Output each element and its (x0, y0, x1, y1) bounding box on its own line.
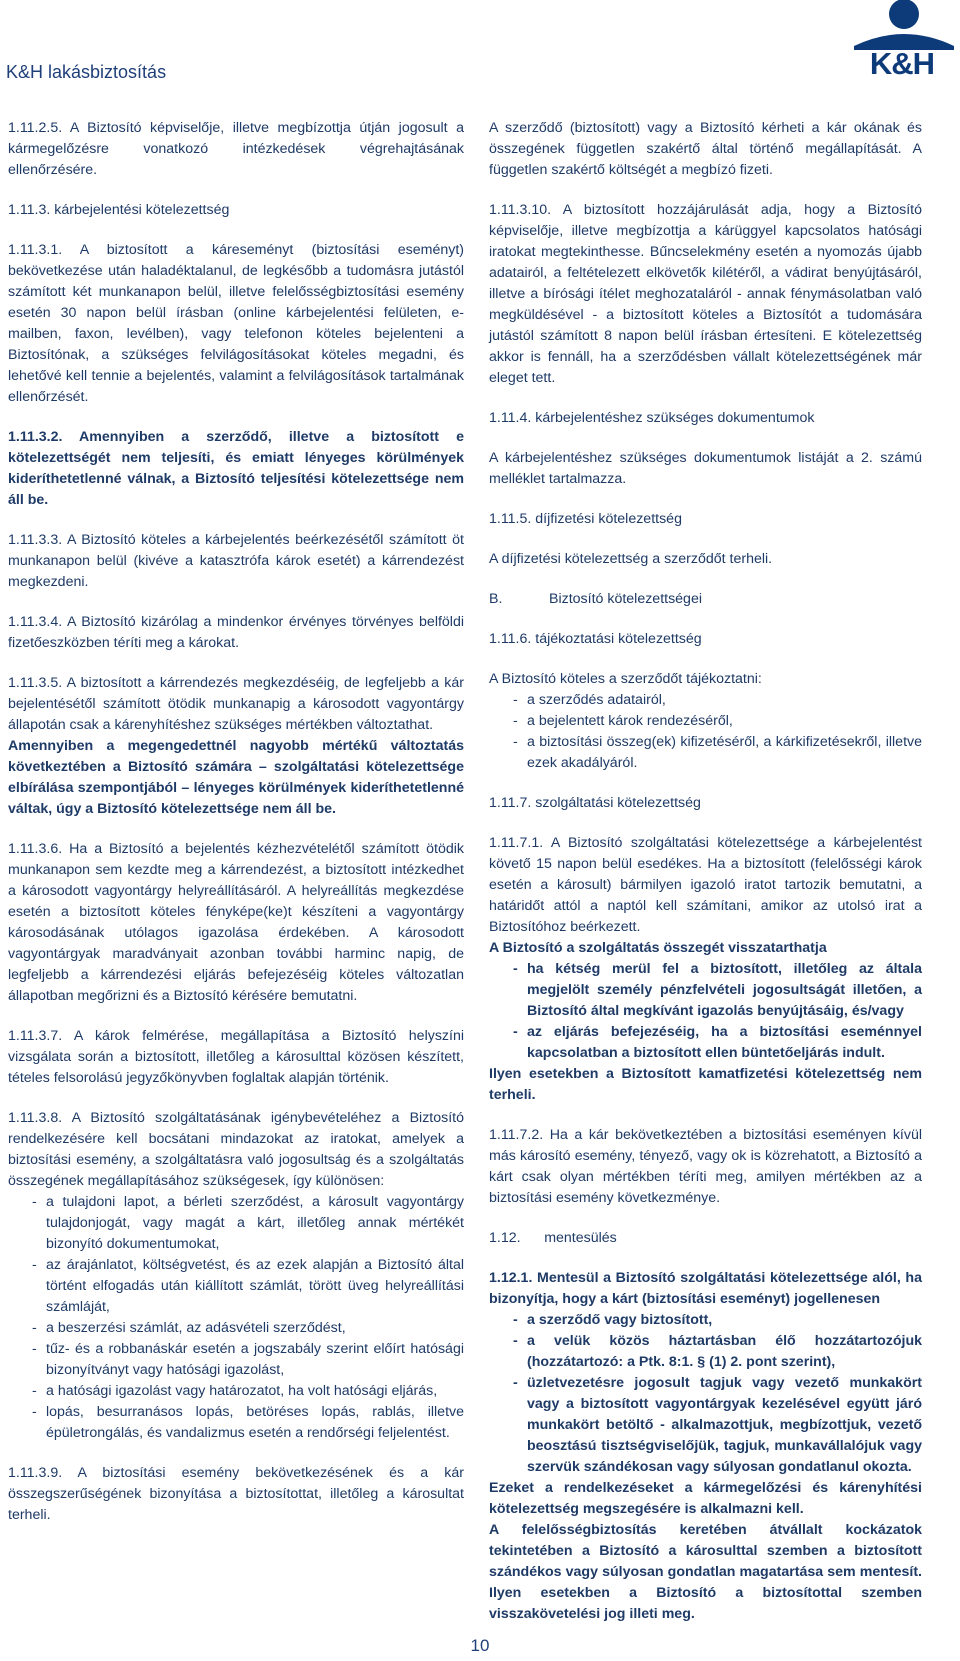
list-item: - a szerződő vagy biztosított, (513, 1312, 713, 1328)
list-item: - a tulajdoni lapot, a bérleti szerződést, a károsult vagyontárgy tulajdonjogát, vagy magát a kárt, illetőleg annak mértékét bizonyító dokumentumokat, (32, 1194, 464, 1252)
paragraph-bold: A felelősségbiztosítás keretében átvállalt kockázatok tekintetében a Biztosító a károsulttal szemben a biztosított szándékos vagy súlyosan gondatlan magatartása sem mentesít. Ilyen esetekben a Biztosító a biztosítottal szemben visszakövetelési jog illeti meg. (489, 1522, 922, 1622)
info-list (489, 690, 922, 774)
kh-logo (848, 0, 956, 86)
list-item: - ha kétség merül fel a biztosított, illetőleg az általa megjelölt személy pénzfelvételi jogosultságát illetően, a Biztosító által megkívánt igazolás benyújtásáig, és/vagy (513, 961, 922, 1019)
section-b-heading (489, 589, 922, 610)
page-number: 10 (470, 1636, 490, 1655)
paragraph: 1.11.3.8. A Biztosító szolgáltatásának igénybevételéhez a Biztosító rendelkezésére kell bocsátani mindazokat az iratokat, amelyek a biztosítási esemény, a szolgáltatásra való jogosultság és a szolgáltatás összegének megállapításához szükségesek, így különösen: (8, 1110, 464, 1189)
left-column (8, 118, 464, 1526)
list-item: - a velük közös háztartásban élő hozzátartozójuk (hozzátartozó: a Ptk. 8:1. § (1) 2. pont szerint), (513, 1333, 922, 1370)
list-item: - tűz- és a robbanáskár esetén a jogszabály szerint előírt hatósági bizonyítványt vagy hatósági igazolást, (32, 1341, 464, 1378)
paragraph: 1.11.3.3. A Biztosító köteles a kárbejelentés beérkezésétől számított öt munkanapon belül (kivéve a katasztrófa károk esetét) a kárrendezést megkezdeni. (8, 532, 464, 590)
paragraph-bold: 1.11.3.2. Amennyiben a szerződő, illetve a biztosított e kötelezettségét nem teljesíti, és emiatt lényeges körülmények kideríthetetlenné válnak, a Biztosító teljesítési kötelezettsége nem áll be. (8, 429, 464, 508)
paragraph: 1.11.3.9. A biztosítási esemény bekövetkezésének és a kár összegszerűségének bizonyítása a biztosítottat, illetőleg a károsultat terheli. (8, 1465, 464, 1523)
section-heading: 1.11.7. szolgáltatási kötelezettség (489, 795, 701, 811)
list-item: - üzletvezetésre jogosult tagjuk vagy vezető munkakört vagy a biztosított vagyontárgyak kezelésével együtt járó munkakört betöltő - alkalmazottjuk, megbízottjuk, vezető beosztású tisztségviselőjük, tagjuk, munkavállalójuk vagy szervük szándékosan vagy súlyosan gondatlanul okozta. (513, 1375, 922, 1475)
paragraph-bold: A Biztosító a szolgáltatás összegét visszatarthatja (489, 940, 827, 956)
section-heading: 1.12. mentesülés (489, 1230, 617, 1246)
exemption-list (489, 1310, 922, 1478)
paragraph: 1.11.7.2. Ha a kár bekövetkeztében a biztosítási eseményen kívül más károsító esemény, tényező, vagy ok is közrehatott, a Biztosító a kárt csak olyan mértékben téríti meg, amilyen mértékben az a biztosítási esemény következménye. (489, 1127, 922, 1206)
header-title: K&H lakásbiztosítás (6, 62, 167, 82)
document-list (8, 1192, 464, 1444)
paragraph: 1.11.3.4. A Biztosító kizárólag a mindenkor érvényes törvényes belföldi fizetőeszközben téríti meg a károkat. (8, 614, 464, 651)
list-item: - lopás, besurranásos lopás, betöréses lopás, rablás, illetve épületrongálás, és vandalizmus esetén a rendőrségi feljelentést. (32, 1404, 464, 1441)
paragraph: 1.11.2.5. A Biztosító képviselője, illetve megbízottja útján jogosult a kármegelőzésre vonatkozó intézkedések végrehajtásának ellenőrzésére. (8, 120, 464, 178)
list-item: - a bejelentett károk rendezéséről, (513, 713, 733, 729)
section-heading: 1.11.6. tájékoztatási kötelezettség (489, 631, 702, 647)
withhold-list (489, 959, 922, 1064)
paragraph: A szerződő (biztosított) vagy a Biztosító kérheti a kár okának és összegének független szakértő által történő megállapítását. A független szakértő költségét a megbízó fizeti. (489, 120, 922, 178)
paragraph: 1.11.3.1. A biztosított a káreseményt (biztosítási eseményt) bekövetkezése után haladéktalanul, de legkésőbb a tudomásra jutástól számított két munkanapon belül, illetve felelősségbiztosítási esemény esetén 30 napon belül írásban (online kárbejelentési felületen, e-mailben, faxon, levélben), vagy telefonon köteles bejelenteni a Biztosítónak, a szükséges felvilágosításokat köteles megadni, és lehetővé kell tennie a bejelentés, valamint a felvilágosítások tartalmának ellenőrzését. (8, 242, 464, 405)
paragraph-bold: 1.12.1. Mentesül a Biztosító szolgáltatási kötelezettsége alól, ha bizonyítja, hogy a kárt (biztosítási eseményt) jogellenesen (489, 1270, 922, 1307)
list-item: - a hatósági igazolást vagy határozatot, ha volt hatósági eljárás, (32, 1383, 438, 1399)
list-item: - a szerződés adatairól, (513, 692, 666, 708)
list-item: - a beszerzési számlát, az adásvételi szerződést, (32, 1320, 346, 1336)
paragraph-bold: Amennyiben a megengedettnél nagyobb mértékű változtatás következtében a Biztosító számára – szolgáltatási kötelezettsége elbírálása szempontjából – lényeges körülmények kideríthetetlenné váltak, úgy a Biztosító kötelezettsége nem áll be. (8, 738, 464, 817)
paragraph: 1.11.3.7. A károk felmérése, megállapítása a Biztosító helyszíni vizsgálata során a biztosított, illetőleg a károsulttal közösen készített, tételes felsorolású jegyzőkönyvben foglaltak alapján történik. (8, 1028, 464, 1086)
section-heading: 1.11.5. díjfizetési kötelezettség (489, 511, 682, 527)
list-item: - az eljárás befejezéséig, ha a biztosítási eseménnyel kapcsolatban a biztosított ellen büntetőeljárás indult. (513, 1024, 922, 1061)
paragraph: 1.11.7.1. A Biztosító szolgáltatási kötelezettsége a kárbejelentést követő 15 napon belül esedékes. Ha a biztosított (felelősségi károk esetén a károsult) bármilyen igazoló iratot tartozik bemutatni, a határidőt attól a naptól kell számítani, amikor az utolsó irat a Biztosítóhoz beérkezett. (489, 835, 922, 935)
paragraph: 1.11.3.5. A biztosított a kárrendezés megkezdéséig, de legfeljebb a kár bejelentésétől számított ötödik munkanapig a károsodott vagyontárgy állapotán csak a kárenyhítéshez szükséges mértékben változtathat. (8, 675, 464, 733)
paragraph: A Biztosító köteles a szerződőt tájékoztatni: (489, 671, 762, 687)
list-item: - az árajánlatot, költségvetést, és az ezek alapján a Biztosító által történt elfogadás után kiállított számlát, törött üveg helyreállítási számláját, (32, 1257, 464, 1315)
paragraph-bold: Ezeket a rendelkezéseket a kármegelőzési és kárenyhítési kötelezettség megszegésére is alkalmazni kell. (489, 1480, 922, 1517)
section-heading: 1.11.3. kárbejelentési kötelezettség (8, 202, 230, 218)
logo-mark-icon (848, 0, 956, 50)
logo-text: K&H (869, 46, 935, 81)
paragraph: 1.11.3.10. A biztosított hozzájárulását adja, hogy a Biztosító képviselője, illetve megbízottja a kárüggyel kapcsolatos hatósági iratokat megtekinthesse. Bűncselekmény esetén a nyomozás újabb adatairól, a feltételezett elkövetők kilétéről, a vádirat benyújtásáról, illetve a bírósági ítélet meghozataláról - annak fénymásolatban való megküldésével - a biztosított köteles a Biztosítót a tudomására jutástól számított 8 napon belül írásban értesíteni. E kötelezettség akkor is fennáll, ha a szerződésben vállalt kötelezettségének már eleget tett. (489, 202, 922, 386)
section-title: Biztosító kötelezettségei (549, 591, 702, 607)
paragraph: A díjfizetési kötelezettség a szerződőt terheli. (489, 551, 773, 567)
right-column (489, 118, 922, 1625)
paragraph-bold: Ilyen esetekben a Biztosított kamatfizetési kötelezettség nem terheli. (489, 1066, 922, 1103)
section-letter: B. (489, 591, 503, 607)
paragraph: A kárbejelentéshez szükséges dokumentumok listáját a 2. számú melléklet tartalmazza. (489, 450, 922, 487)
list-item: - a biztosítási összeg(ek) kifizetéséről, a kárkifizetésekről, illetve ezek akadályáról. (513, 734, 922, 771)
section-heading: 1.11.4. kárbejelentéshez szükséges dokumentumok (489, 410, 815, 426)
paragraph: 1.11.3.6. Ha a Biztosító a bejelentés kézhezvételétől számított ötödik munkanapon sem kezdte meg a kárrendezést, a biztosított intézkedhet a károsodott vagyontárgy helyreállításáról. A helyreállítás megkezdése esetén a biztosított köteles fényképe(ke)t készíteni a vagyontárgy károsodásának utólagos igazolása érdekében. A károsodott vagyontárgyak maradványait azonban további harminc napig, de legfeljebb a kárrendezési eljárás befejezéséig köteles változatlan állapotban megőrizni és a Biztosító kérésére bemutatni. (8, 841, 464, 1004)
